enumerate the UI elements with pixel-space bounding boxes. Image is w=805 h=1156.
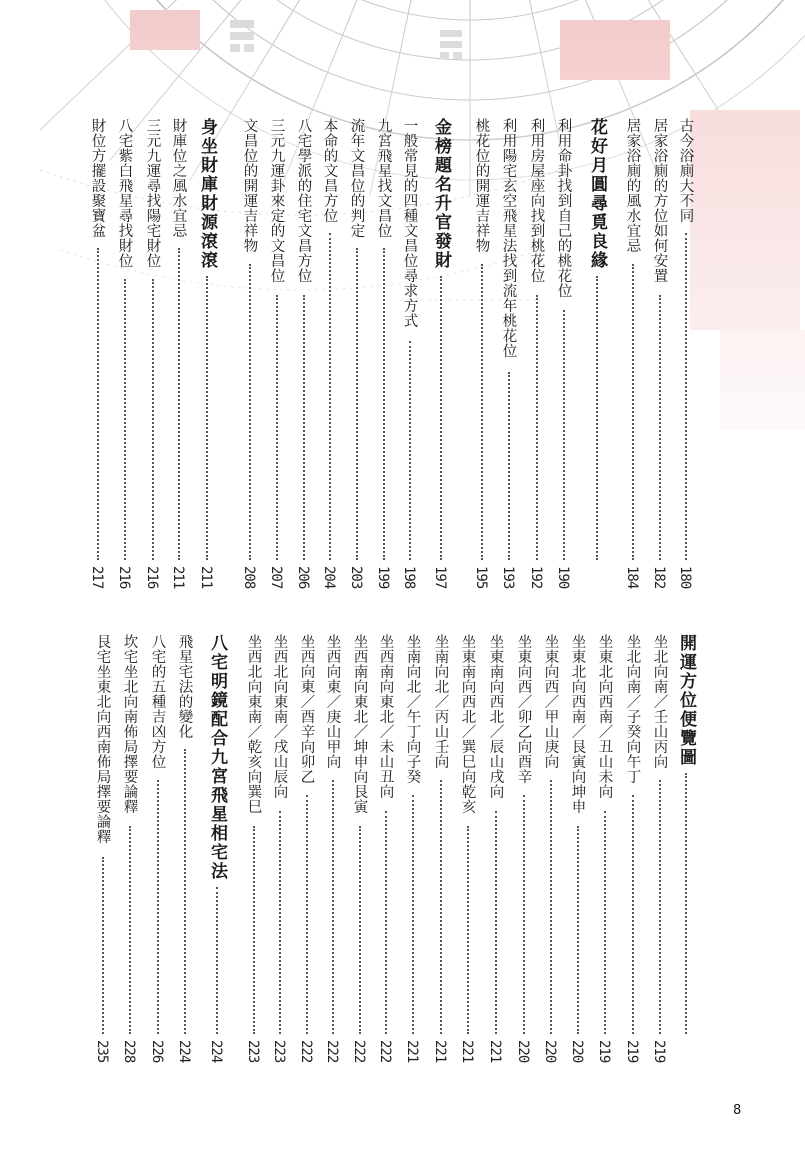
leader-dots [604, 811, 606, 1035]
leader-dots [124, 279, 126, 560]
toc-page-number: 207 [268, 566, 284, 589]
toc-entry-title: 坐東北向西南／艮寅向坤申 [569, 634, 586, 814]
leader-dots [481, 264, 483, 561]
toc-page-number: 193 [500, 566, 516, 589]
toc-page-number: 204 [321, 566, 337, 589]
toc-page-number: 197 [432, 566, 448, 589]
toc-page-number: 235 [94, 1040, 110, 1063]
toc-page-number: 180 [677, 566, 693, 589]
leader-dots [440, 276, 442, 560]
leader-dots [523, 795, 525, 1034]
leader-dots [332, 780, 334, 1035]
toc-entry-title: 坐西南向東北／未山丑向 [377, 634, 394, 799]
toc-page-number: 182 [651, 566, 667, 589]
toc-page-number: 224 [176, 1040, 192, 1063]
leader-dots [495, 811, 497, 1035]
toc-page-number: 221 [459, 1040, 475, 1063]
toc-entry-title: 一般常見的四種文昌位尋求方式 [401, 118, 418, 328]
toc-entry-title: 坐東向西／甲山庚向 [542, 634, 559, 769]
toc-page-number: 219 [651, 1040, 667, 1063]
leader-dots [184, 749, 186, 1035]
leader-dots [276, 295, 278, 561]
toc-page-number: 220 [569, 1040, 585, 1063]
toc-page-number: 223 [245, 1040, 261, 1063]
toc-entry-title: 財庫位之風水宜忌 [170, 118, 187, 238]
toc-entry-title: 坐西向東／庚山甲向 [324, 634, 341, 769]
toc-page-number: 217 [89, 566, 105, 589]
toc-entry-title: 坐東北向西南／丑山未向 [596, 634, 613, 799]
toc-entry-title: 利用陽宅玄空飛星法找到流年桃花位 [500, 118, 517, 358]
toc-entry-title: 利用房屋座向找到桃花位 [528, 118, 545, 283]
toc-entry-title: 居家浴廁的方位如何安置 [651, 118, 668, 283]
toc-page-number: 220 [542, 1040, 558, 1063]
toc-entry-title: 三元九運尋找陽宅財位 [144, 118, 161, 268]
leader-dots [685, 773, 687, 1034]
toc-entry-title: 坎宅坐北向南佈局擇要論釋 [121, 634, 138, 814]
page-number: 8 [733, 1103, 742, 1118]
toc-entry-title: 坐西向東／酉辛向卯乙 [298, 634, 315, 784]
toc-page-number: 219 [596, 1040, 612, 1063]
leader-dots [409, 341, 411, 560]
leader-dots [303, 295, 305, 561]
toc-entry-title: 八宅紫白飛星尋找財位 [116, 118, 133, 268]
toc-entry-title: 財位方擺設聚寶盆 [89, 118, 106, 238]
toc-page-number: 195 [473, 566, 489, 589]
toc-page-number: 190 [555, 566, 571, 589]
leader-dots [356, 248, 358, 560]
toc-page-number: 199 [375, 566, 391, 589]
toc-entry-title: 居家浴廁的風水宜忌 [624, 118, 641, 253]
leader-dots [329, 233, 331, 561]
leader-dots [216, 887, 218, 1034]
toc-page-number: 223 [271, 1040, 287, 1063]
leader-dots [129, 826, 131, 1034]
leader-dots [508, 372, 510, 560]
toc-page-number: 219 [624, 1040, 640, 1063]
toc-page-number: 226 [149, 1040, 165, 1063]
toc-page-number: 228 [121, 1040, 137, 1063]
leader-dots [596, 276, 598, 560]
toc-entry-title: 利用命卦找到自己的桃花位 [555, 118, 572, 298]
toc-heading-title: 八宅明鏡配合九宮飛星相宅法 [207, 634, 227, 881]
leader-dots [659, 780, 661, 1035]
leader-dots [102, 857, 104, 1034]
leader-dots [206, 276, 208, 560]
leader-dots [467, 826, 469, 1034]
leader-dots [659, 295, 661, 561]
toc-entry-title: 流年文昌位的判定 [348, 118, 365, 238]
leader-dots [157, 780, 159, 1035]
toc-page-number: 222 [351, 1040, 367, 1063]
toc-entry-title: 坐西北向東南／戌山辰向 [271, 634, 288, 799]
toc-entry-title: 文昌位的開運吉祥物 [241, 118, 258, 253]
leader-dots [440, 780, 442, 1035]
leader-dots [550, 780, 552, 1035]
toc-page-number: 216 [116, 566, 132, 589]
toc-page-number: 221 [432, 1040, 448, 1063]
leader-dots [359, 826, 361, 1034]
toc-entry-title: 古今浴廁大不同 [677, 118, 694, 223]
toc-page-number: 222 [298, 1040, 314, 1063]
toc-heading-title: 開運方位便覽圖 [676, 634, 696, 767]
toc-entry-title: 坐北向南／壬山丙向 [651, 634, 668, 769]
toc-page-number: 216 [144, 566, 160, 589]
leader-dots [385, 811, 387, 1035]
leader-dots [97, 248, 99, 560]
toc-page-number: 208 [241, 566, 257, 589]
toc-entry-title: 本命的文昌方位 [321, 118, 338, 223]
toc-entry-title: 坐北向南／子癸向午丁 [624, 634, 641, 784]
leader-dots [152, 279, 154, 560]
leader-dots [563, 310, 565, 560]
leader-dots [178, 248, 180, 560]
leader-dots [577, 826, 579, 1034]
toc-page-number: 206 [295, 566, 311, 589]
toc-entry-title: 桃花位的開運吉祥物 [473, 118, 490, 253]
leader-dots [685, 233, 687, 561]
toc-heading-title: 金榜題名升官發財 [431, 118, 451, 270]
toc-page-number: 221 [404, 1040, 420, 1063]
leader-dots [632, 264, 634, 561]
leader-dots [279, 811, 281, 1035]
toc-heading-title: 花好月圓尋覓良緣 [587, 118, 607, 270]
toc-page-number: 184 [624, 566, 640, 589]
toc-entry-title: 艮宅坐東北向西南佈局擇要論釋 [94, 634, 111, 844]
toc-entry-title: 坐東向西／卯乙向酉辛 [515, 634, 532, 784]
toc-heading-title: 身坐財庫財源滾滾 [197, 118, 217, 270]
leader-dots [306, 795, 308, 1034]
leader-dots [253, 826, 255, 1034]
leader-dots [412, 795, 414, 1034]
toc-page-number: 211 [198, 566, 214, 589]
leader-dots [536, 295, 538, 561]
toc-page-number: 198 [401, 566, 417, 589]
toc-page-number: 203 [348, 566, 364, 589]
toc-page-number: 192 [528, 566, 544, 589]
toc-entry-title: 三元九運卦來定的文昌位 [268, 118, 285, 283]
toc-entry-title: 八宅學派的住宅文昌方位 [295, 118, 312, 283]
toc-page-number: 220 [515, 1040, 531, 1063]
toc-entry-title: 九宮飛星找文昌位 [375, 118, 392, 238]
toc-page-number: 222 [377, 1040, 393, 1063]
toc-page-number: 224 [208, 1040, 224, 1063]
toc-page-number: 222 [324, 1040, 340, 1063]
toc-page-number: 221 [487, 1040, 503, 1063]
toc-entry-title: 坐西南向東北／坤申向艮寅 [351, 634, 368, 814]
toc-entry-title: 坐南向北／丙山壬向 [432, 634, 449, 769]
toc-page-number: 211 [170, 566, 186, 589]
toc-entry-title: 坐東南向西北／辰山戌向 [487, 634, 504, 799]
toc-entry-title: 飛星宅法的變化 [176, 634, 193, 739]
toc-entry-title: 八宅的五種吉凶方位 [149, 634, 166, 769]
leader-dots [632, 795, 634, 1034]
toc-entry-title: 坐西北向東南／乾亥向巽巳 [245, 634, 262, 814]
toc-entry-title: 坐東南向西北／巽巳向乾亥 [459, 634, 476, 814]
leader-dots [249, 264, 251, 561]
toc-entry-title: 坐南向北／午丁向子癸 [404, 634, 421, 784]
leader-dots [383, 248, 385, 560]
